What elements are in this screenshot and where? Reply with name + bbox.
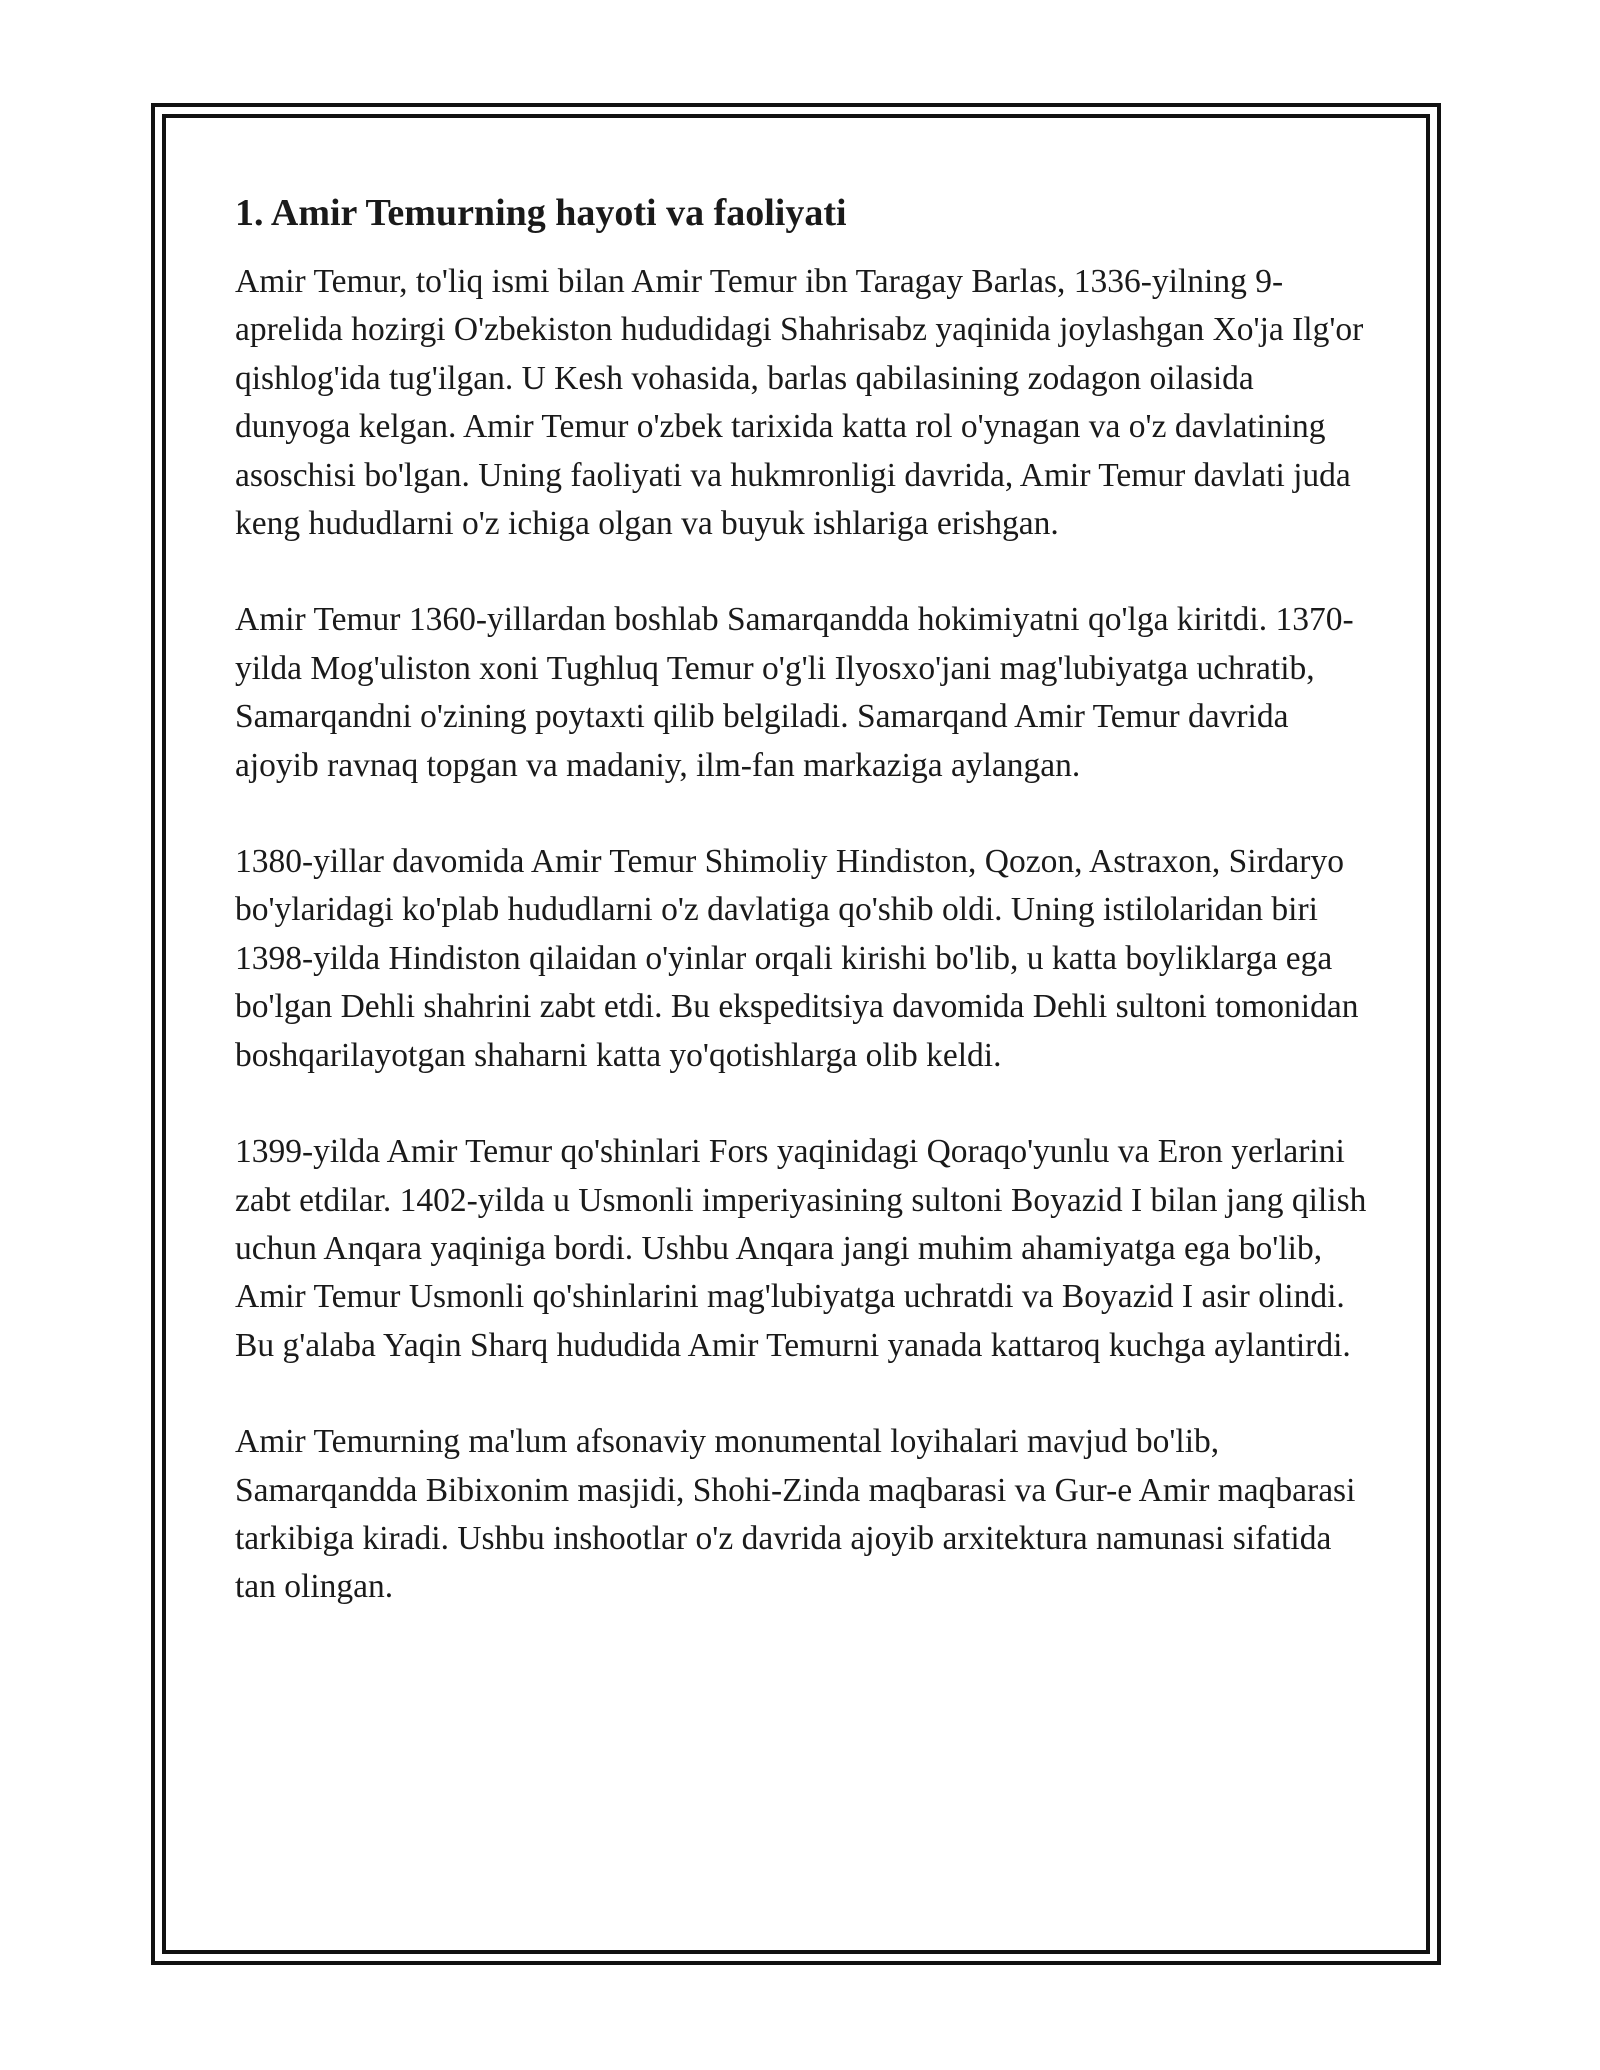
section-heading: 1. Amir Temurning hayoti va faoliyati: [235, 192, 847, 234]
paragraph-ankara-battle: 1399-yilda Amir Temur qo'shinlari Fors yaqinidagi Qoraqo'yunlu va Eron yerlarini zabt etdilar. 1402-yilda u Usmonli imperiyasining sultoni Boyazid I bilan jang qilish uchun Anqara yaqiniga bordi. Ushbu Anqara jangi muhim ahamiyatga ega bo'lib, Amir Temur Usmonli qo'shinlarini mag'lubiyatga uchratdi va Boyazid I asir olindi. Bu g'alaba Yaqin Sharq hududida Amir Temurni yanada kattaroq kuchga aylantirdi.: [235, 1133, 1367, 1364]
paragraph-samarqand: Amir Temur 1360-yillardan boshlab Samarqandda hokimiyatni qo'lga kiritdi. 1370-yilda Mog'uliston xoni Tughluq Temur o'g'li Ilyosxo'jani mag'lubiyatga uchratib, Samarqandni o'zining poytaxti qilib belgiladi. Samarqand Amir Temur davrida ajoyib ravnaq topgan va madaniy, ilm-fan markaziga aylangan.: [235, 601, 1354, 784]
paragraph-monuments: Amir Temurning ma'lum afsonaviy monumental loyihalari mavjud bo'lib, Samarqandda Bibixonim masjidi, Shohi-Zinda maqbarasi va Gur-e Amir maqbarasi tarkibiga kiradi. Ushbu inshootlar o'z davrida ajoyib arxitektura namunasi sifatida tan olingan.: [235, 1423, 1356, 1606]
paragraph-biography: Amir Temur, to'liq ismi bilan Amir Temur ibn Taragay Barlas, 1336-yilning 9-aprelida hozirgi O'zbekiston hududidagi Shahrisabz yaqinida joylashgan Xo'ja Ilg'or qishlog'ida tug'ilgan. U Kesh vohasida, barlas qabilasining zodagon oilasida dunyoga kelgan. Amir Temur o'zbek tarixida katta rol o'ynagan va o'z davlatining asoschisi bo'lgan. Uning faoliyati va hukmronligi davrida, Amir Temur davlati juda keng hududlarni o'z ichiga olgan va buyuk ishlariga erishgan.: [235, 263, 1364, 543]
document-body: [235, 186, 1375, 1660]
paragraph-india-campaign: 1380-yillar davomida Amir Temur Shimoliy Hindiston, Qozon, Astraxon, Sirdaryo bo'ylaridagi ko'plab hududlarni o'z davlatiga qo'shib oldi. Uning istilolaridan biri 1398-yilda Hindiston qilaidan o'yinlar orqali kirishi bo'lib, u katta boyliklarga ega bo'lgan Dehli shahrini zabt etdi. Bu ekspeditsiya davomida Dehli sultoni tomonidan boshqarilayotgan shaharni katta yo'qotishlarga olib keldi.: [235, 843, 1359, 1074]
